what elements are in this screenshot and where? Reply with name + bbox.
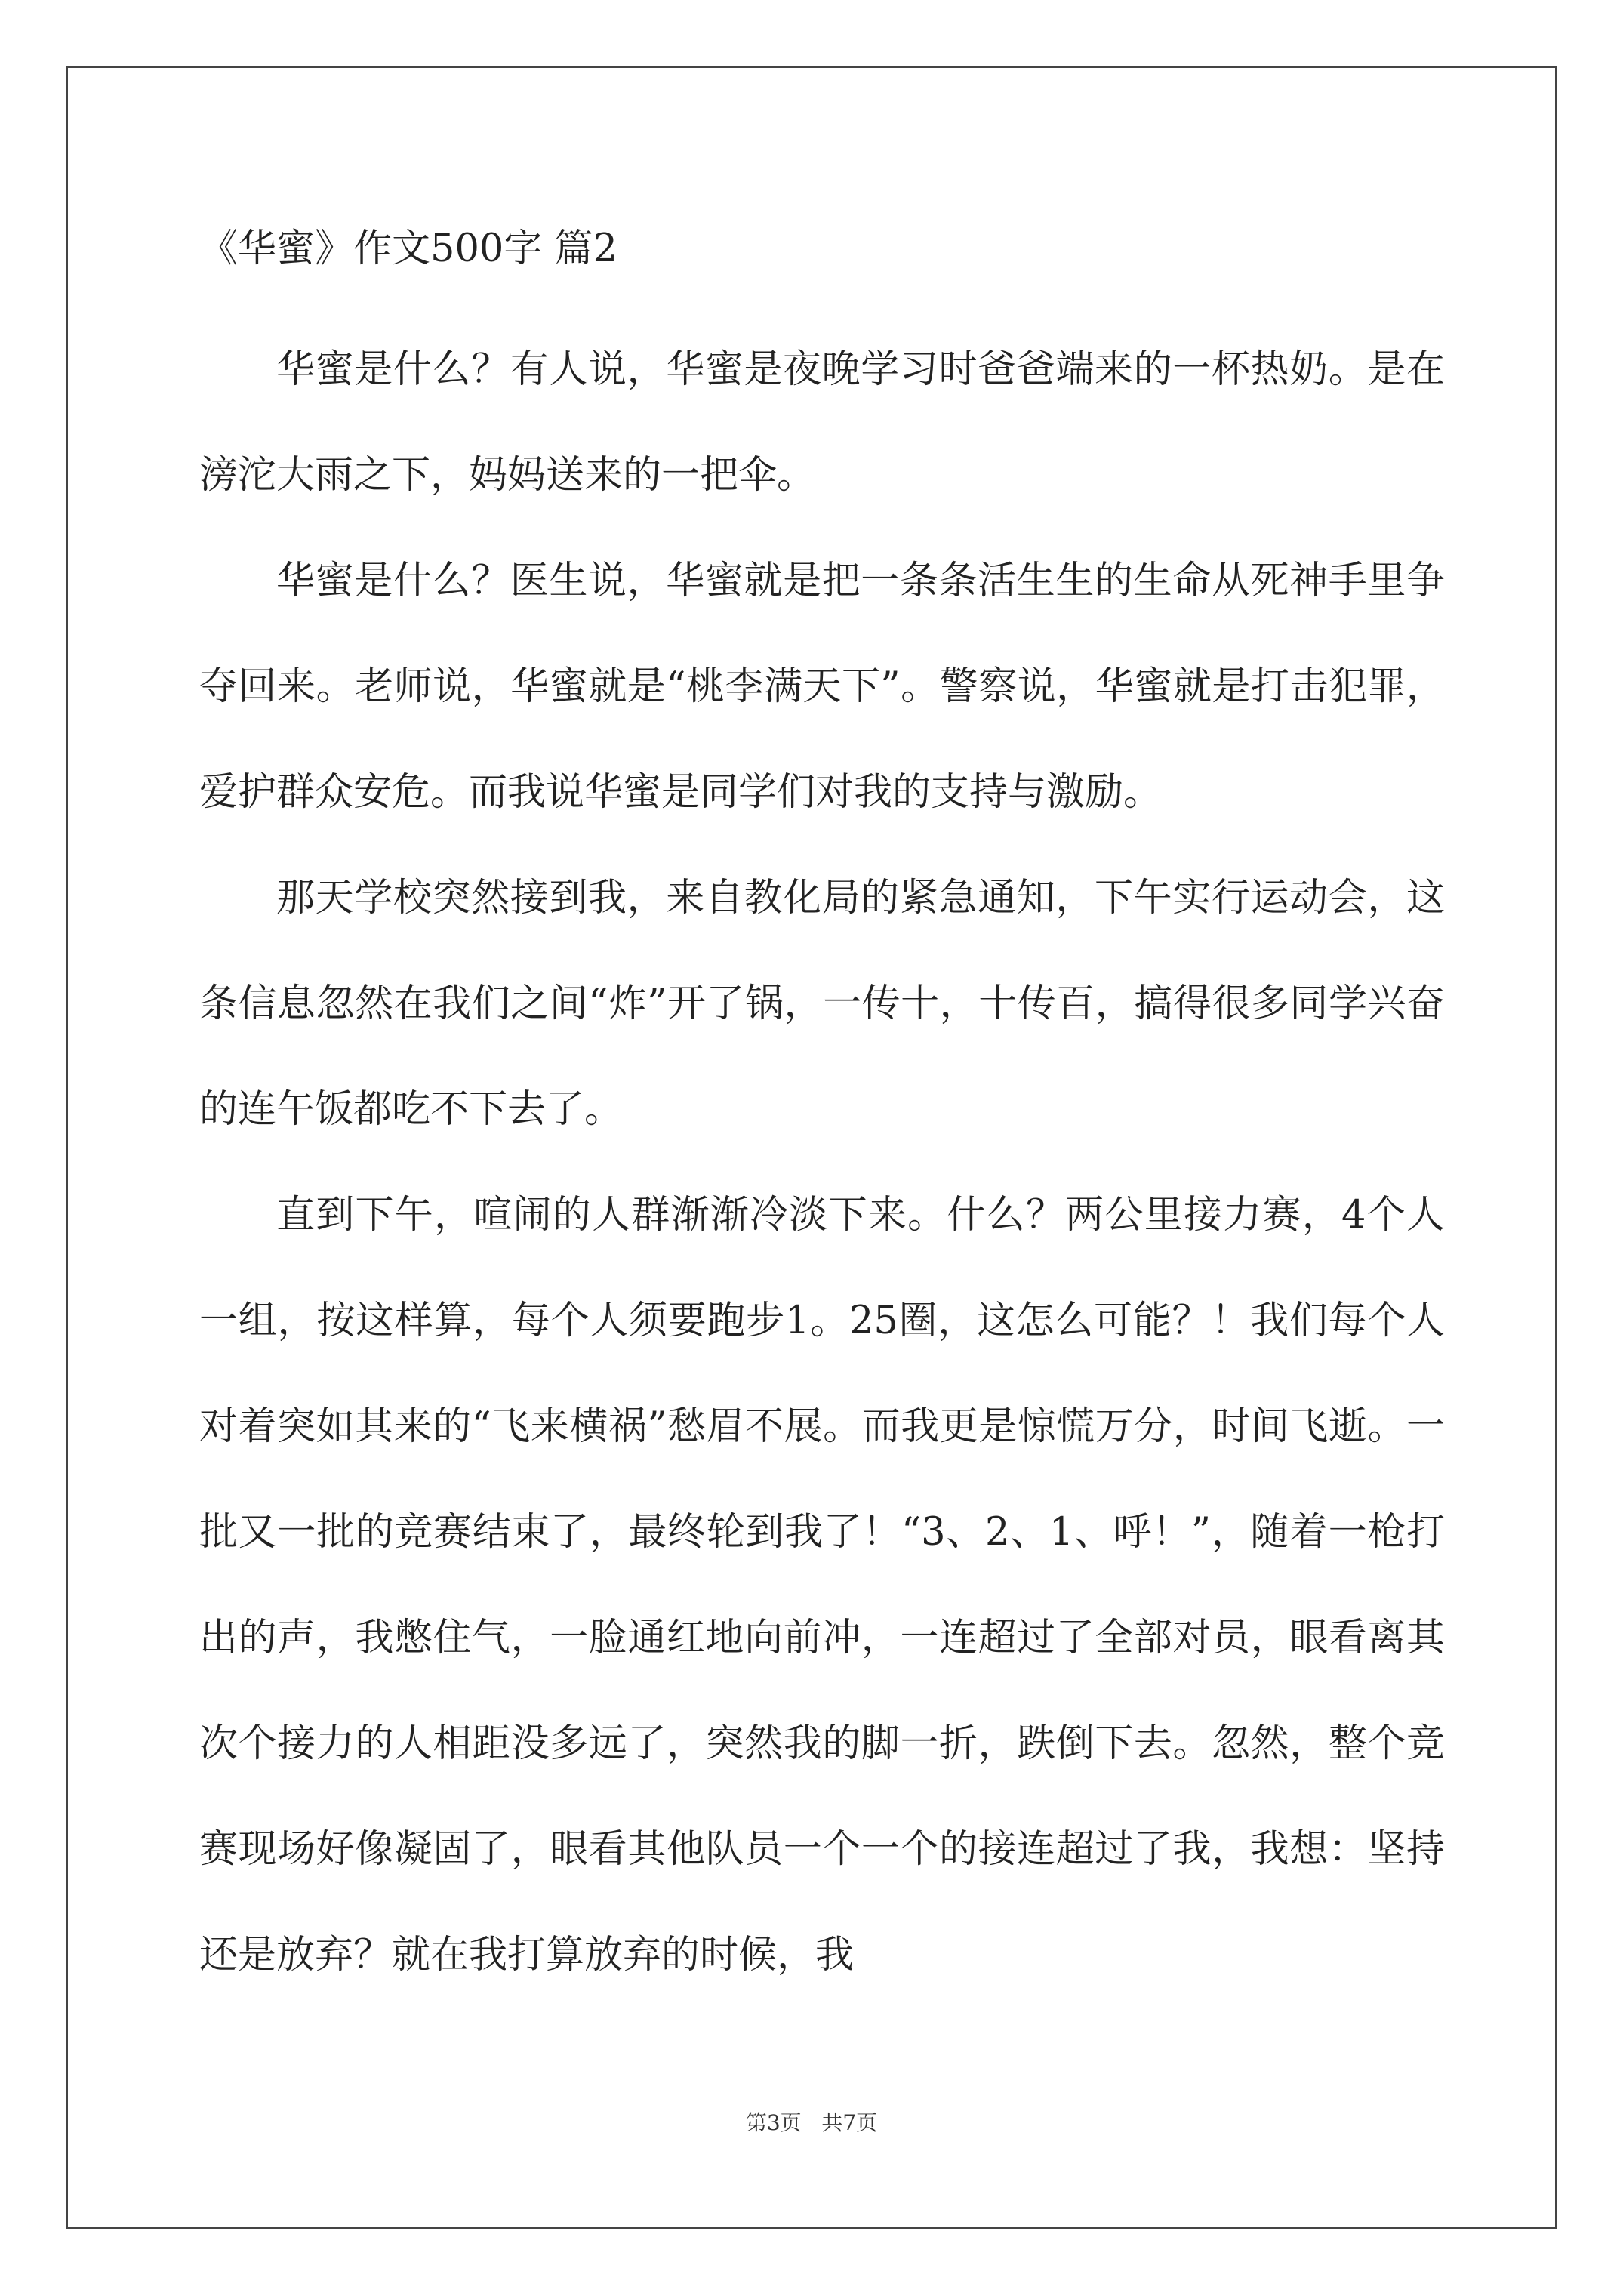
paragraph: 华蜜是什么？有人说，华蜜是夜晚学习时爸爸端来的一杯热奶。是在滂沱大雨之下，妈妈送来的一把伞。 xyxy=(199,347,1445,498)
essay-heading: 《华蜜》作文500字 篇2 xyxy=(199,227,618,271)
paragraph: 华蜜是什么？医生说，华蜜就是把一条条活生生的生命从死神手里争夺回来。老师说，华蜜就是“桃李满天下”。警察说，华蜜就是打击犯罪，爱护群众安危。而我说华蜜是同学们对我的支持与激励。 xyxy=(199,559,1445,815)
essay-body xyxy=(199,317,1445,2008)
page-number: 第3页 共7页 xyxy=(745,2110,878,2135)
paragraph: 那天学校突然接到我，来自教化局的紧急通知，下午实行运动会，这条信息忽然在我们之间“炸”开了锅，一传十，十传百，搞得很多同学兴奋的连午饭都吃不下去了。 xyxy=(199,876,1445,1132)
paragraph: 直到下午，喧闹的人群渐渐冷淡下来。什么？两公里接力赛，4个人一组，按这样算，每个人须要跑步1。25圈，这怎么可能？！我们每个人对着突如其来的“飞来横祸”愁眉不展。而我更是惊慌万分，时间飞逝。一批又一批的竞赛结束了，最终轮到我了！“3、2、1、呼！”，随着一枪打出的声，我憋住气，一脸通红地向前冲，一连超过了全部对员，眼看离其次个接力的人相距没多远了，突然我的脚一折，跌倒下去。忽然，整个竞赛现场好像凝固了，眼看其他队员一个一个的接连超过了我，我想：坚持还是放弃？就在我打算放弃的时候，我 xyxy=(199,1193,1445,1977)
